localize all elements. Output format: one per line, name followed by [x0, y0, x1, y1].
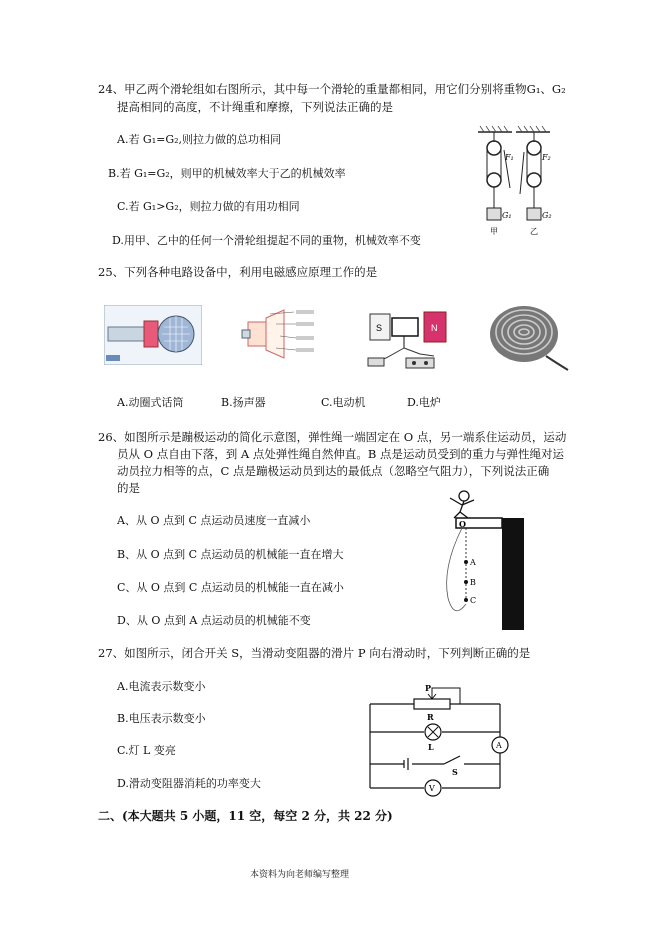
ammeter-label: A [496, 741, 502, 750]
rheostat-r-label: R [427, 712, 434, 722]
q26-stem-line2: 员从 O 点自由下落，到 A 点处弹性绳自然伸直。B 点是运动员受到的重力与弹性绳对运 [117, 447, 564, 461]
q27-option-b: B.电压表示数变小 [117, 712, 206, 725]
electric-motor-diagram [364, 304, 454, 372]
g1-label: G₁ [502, 211, 512, 220]
q26-option-c: C、从 O 点到 C 点运动员的机械能一直在减小 [117, 581, 344, 594]
f1-label: F₁ [505, 153, 514, 162]
page-footer: 本资料为向老师编写整理 [250, 870, 350, 880]
q24-stem-line2: 提高相同的高度，不计绳重和摩擦，下列说法正确的是 [117, 100, 393, 114]
circuit-diagram [364, 680, 518, 798]
q25-option-b: B.扬声器 [221, 396, 266, 409]
q26-option-b: B、从 O 点到 C 点运动员的机械能一直在增大 [117, 548, 344, 561]
q24-option-a: A.若 G₁=G₂,则拉力做的总功相同 [117, 133, 282, 146]
g2-label: G₂ [542, 211, 552, 220]
lamp-l-label: L [428, 742, 434, 752]
q25-option-a: A.动圈式话筒 [117, 396, 184, 409]
magnet-n-label: N [431, 323, 438, 333]
voltmeter-label: V [429, 784, 435, 793]
q26-stem-line3: 动员拉力相等的点，C 点是蹦极运动员到达的最低点（忽略空气阻力），下列说法正确 [117, 464, 550, 478]
section-2-heading: 二、(本大题共 5 小题，11 空，每空 2 分，共 22 分) [98, 809, 393, 823]
q25-stem: 25、下列各种电路设备中，利用电磁感应原理工作的是 [98, 265, 378, 279]
q24-option-d: D.用甲、乙中的任何一个滑轮组提起不同的重物，机械效率不变 [112, 234, 421, 247]
point-a-label: A [470, 558, 476, 567]
label-jia: 甲 [490, 227, 498, 236]
pulley-figure [474, 124, 554, 236]
electric-stove-image [488, 300, 570, 372]
q24-option-b: B.若 G₁=G₂，则甲的机械效率大于乙的机械效率 [108, 167, 346, 180]
q26-stem-line4: 的是 [117, 481, 140, 495]
point-b-label: B [470, 578, 476, 587]
q27-stem: 27、如图所示，闭合开关 S，当滑动变阻器的滑片 P 向右滑动时，下列判断正确的是 [98, 646, 531, 660]
q27-option-a: A.电流表示数变小 [117, 680, 206, 693]
point-o-label: O [459, 519, 466, 529]
label-yi: 乙 [530, 227, 538, 236]
q26-option-d: D、从 O 点到 A 点运动员的机械能不变 [117, 614, 311, 627]
rheostat-p-label: P [425, 683, 432, 693]
dynamic-microphone-image [104, 305, 202, 365]
q25-option-d: D.电炉 [407, 396, 441, 409]
point-c-label: C [470, 596, 477, 605]
q26-option-a: A、从 O 点到 C 点运动员速度一直减小 [117, 514, 311, 527]
switch-s-label: S [452, 767, 458, 777]
q24-stem-line1: 24、甲乙两个滑轮组如右图所示，其中每一个滑轮的重量都相同，用它们分别将重物G₁、G₂ [98, 82, 566, 96]
q27-option-c: C.灯 L 变亮 [117, 744, 176, 757]
magnet-s-label: S [376, 323, 383, 333]
bungee-figure [434, 488, 526, 632]
q27-option-d: D.滑动变阻器消耗的功率变大 [117, 777, 261, 790]
q24-option-c: C.若 G₁>G₂，则拉力做的有用功相同 [117, 200, 300, 213]
q25-option-c: C.电动机 [321, 396, 366, 409]
q26-stem-line1: 26、如图所示是蹦极运动的简化示意图，弹性绳一端固定在 O 点，另一端系住运动员，运动 [98, 430, 567, 444]
f2-label: F₂ [542, 153, 551, 162]
speaker-diagram [240, 308, 318, 360]
